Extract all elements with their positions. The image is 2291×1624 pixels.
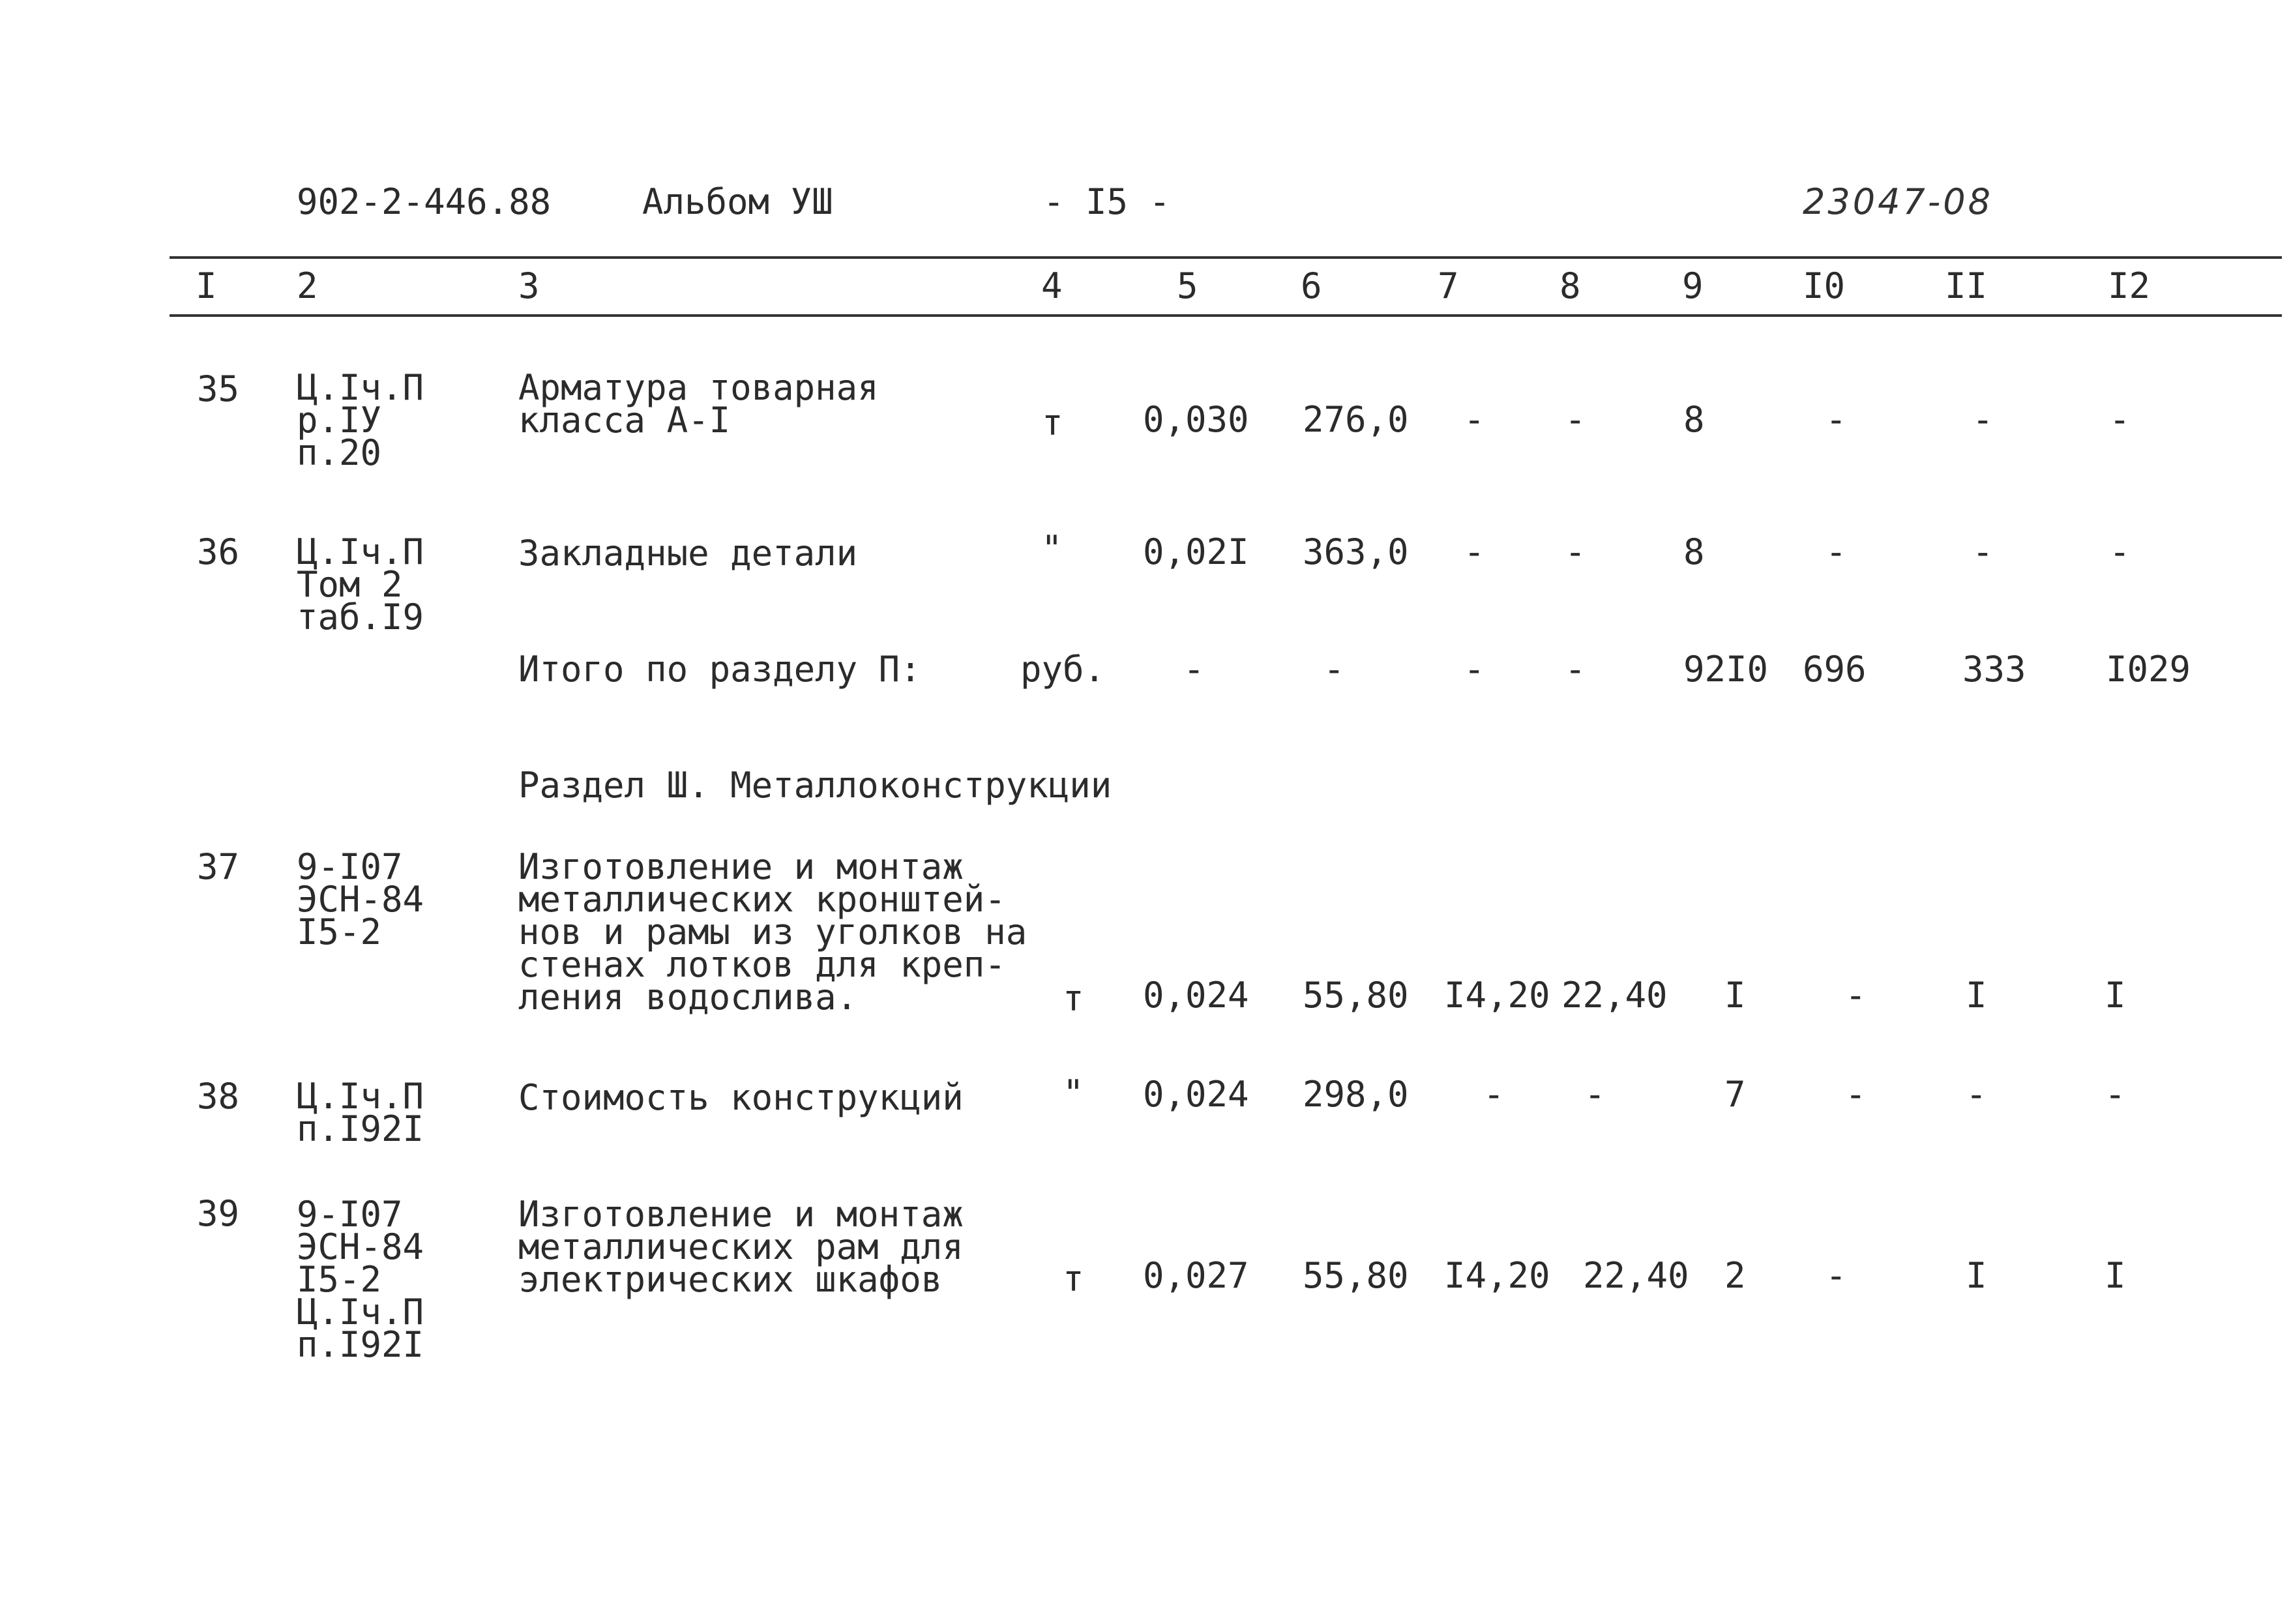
row-number: 36 [197, 531, 240, 572]
row-cell: - [1972, 399, 1994, 440]
row-reference: Ц.Iч.П р.IУ п.20 [297, 367, 424, 473]
row-cell: - [1845, 1074, 1867, 1115]
row-description: Закладные детали [518, 533, 858, 574]
row-cell: - [1464, 399, 1485, 440]
row-cell: I4,20 [1444, 1255, 1550, 1296]
sheet-number: 23047-08 [1803, 181, 1993, 222]
section-heading: Раздел Ш. Металлоконструкции [518, 765, 1112, 806]
column-header: 3 [518, 265, 540, 306]
column-header: I0 [1803, 265, 1846, 306]
row-unit: " [1063, 1072, 1084, 1114]
column-header: 4 [1041, 265, 1063, 306]
row-reference: 9-I07 ЭСН-84 I5-2 Ц.Iч.П п.I92I [297, 1194, 424, 1365]
row-number: 39 [197, 1193, 240, 1234]
row-description: Изготовление и монтаж металлических рам для электрических шкафов [518, 1194, 964, 1300]
row-number: 38 [197, 1076, 240, 1117]
row-cell: 0,024 [1143, 975, 1249, 1016]
row-cell: - [1825, 531, 1847, 572]
row-cell: 0,027 [1143, 1255, 1249, 1296]
column-header: 6 [1301, 265, 1322, 306]
row-cell: 55,80 [1303, 975, 1409, 1016]
row-cell: - [1845, 975, 1867, 1016]
column-header: I2 [2108, 265, 2151, 306]
row-cell: - [1825, 399, 1847, 440]
column-header: 7 [1438, 265, 1459, 306]
row-cell: 0,024 [1143, 1074, 1249, 1115]
row-cell: 363,0 [1303, 531, 1409, 572]
row-cell: - [1565, 399, 1586, 440]
row-cell: 8 [1683, 531, 1705, 572]
row-cell: - [1825, 1255, 1847, 1296]
row-cell: 8 [1683, 399, 1705, 440]
row-reference: Ц.Iч.П п.I92I [297, 1076, 424, 1149]
row-cell: - [1464, 531, 1485, 572]
row-cell: 22,40 [1561, 975, 1668, 1016]
row-cell: I [2105, 1255, 2126, 1296]
row-cell: I [1966, 975, 1987, 1016]
row-cell: I4,20 [1444, 975, 1550, 1016]
row-cell: - [1584, 1074, 1606, 1115]
row-cell: I [1724, 975, 1746, 1016]
row-cell: - [1565, 531, 1586, 572]
row-cell: - [2109, 531, 2131, 572]
row-reference: Ц.Iч.П Том 2 таб.I9 [297, 531, 424, 638]
album-label: Альбом УШ [642, 181, 833, 222]
row-cell: - [1565, 649, 1586, 690]
row-cell: - [1464, 649, 1485, 690]
row-cell: - [1972, 531, 1994, 572]
document-code: 902-2-446.88 [297, 181, 552, 222]
row-description: Арматура товарная класса А-I [518, 367, 879, 441]
row-cell: 7 [1724, 1074, 1746, 1115]
row-cell: I [2105, 975, 2126, 1016]
row-cell: I029 [2106, 649, 2191, 690]
row-cell: 92I0 [1683, 649, 1769, 690]
row-cell: - [1323, 649, 1345, 690]
row-cell: 55,80 [1303, 1255, 1409, 1296]
row-number: 37 [197, 846, 240, 887]
row-cell: - [2109, 399, 2131, 440]
row-unit: руб. [1020, 649, 1106, 690]
row-unit: т [1063, 1258, 1084, 1299]
column-header: 8 [1559, 265, 1581, 306]
row-cell: 333 [1962, 649, 2026, 690]
section-total-label: Итого по разделу П: [518, 649, 921, 690]
row-cell: 0,02I [1143, 531, 1249, 572]
row-number: 35 [197, 368, 240, 409]
row-reference: 9-I07 ЭСН-84 I5-2 [297, 846, 424, 952]
row-cell: I [1966, 1255, 1987, 1296]
row-cell: 276,0 [1303, 399, 1409, 440]
row-unit: т [1063, 978, 1084, 1019]
row-cell: - [1483, 1074, 1505, 1115]
row-unit: " [1041, 528, 1063, 569]
row-description: Изготовление и монтаж металлических кронштей- нов и рамы из уголков на стенах лотков для креп- ления водослива. [518, 846, 1027, 1018]
column-header: 9 [1682, 265, 1704, 306]
row-cell: - [1183, 649, 1205, 690]
row-cell: 298,0 [1303, 1074, 1409, 1115]
column-header: 2 [297, 265, 318, 306]
row-cell: 696 [1803, 649, 1867, 690]
table-header-rule [170, 314, 2282, 317]
row-unit: т [1042, 402, 1063, 443]
column-header: 5 [1177, 265, 1198, 306]
row-cell: 22,40 [1583, 1255, 1689, 1296]
row-cell: 2 [1724, 1255, 1746, 1296]
row-cell: 0,030 [1143, 399, 1249, 440]
page-number: - I5 - [1043, 181, 1171, 222]
row-description: Стоимость конструкций [518, 1077, 964, 1118]
row-cell: - [1966, 1074, 1987, 1115]
table-top-rule [170, 256, 2282, 259]
row-cell: - [2105, 1074, 2126, 1115]
column-header: I [196, 265, 217, 306]
column-header: II [1945, 265, 1988, 306]
